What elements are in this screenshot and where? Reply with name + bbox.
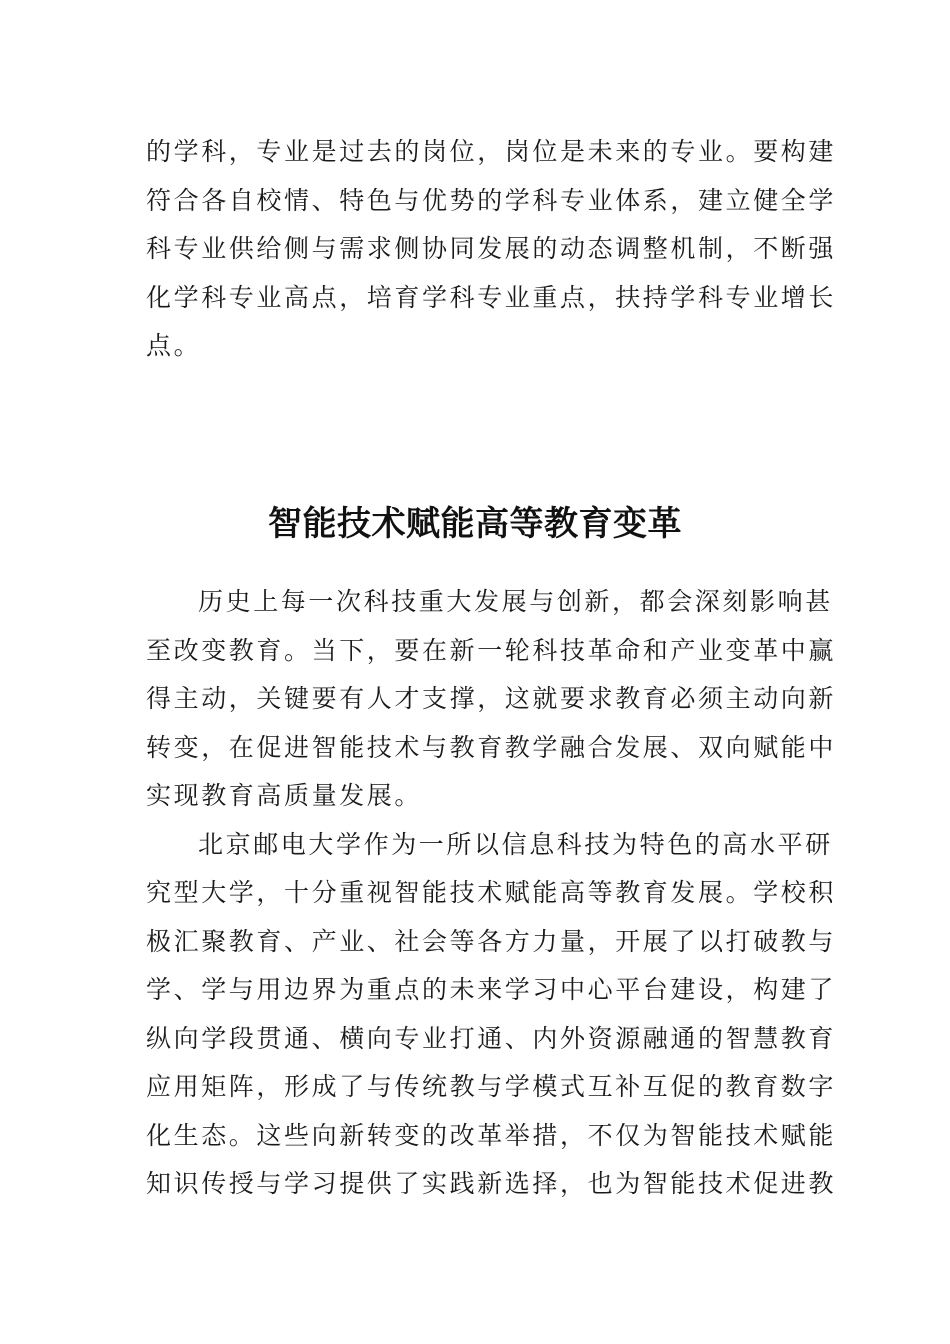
- text-line: 科专业供给侧与需求侧协同发展的动态调整机制，不断强: [146, 234, 837, 263]
- text-line: 化生态。这些向新转变的改革举措，不仅为智能技术赋能: [146, 1120, 837, 1150]
- paragraph-1: [146, 578, 837, 821]
- text-line: 历史上每一次科技重大发展与创新，都会深刻影响甚: [198, 587, 833, 616]
- intro-paragraph: [146, 128, 837, 371]
- text-line: 的学科，专业是过去的岗位，岗位是未来的专业。要构建: [146, 137, 837, 166]
- text-line: 实现教育高质量发展。: [146, 781, 423, 810]
- section-heading: 智能技术赋能高等教育变革: [268, 504, 682, 545]
- text-line: 究型大学，十分重视智能技术赋能高等教育发展。学校积: [146, 878, 837, 907]
- text-line: 学、学与用边界为重点的未来学习中心平台建设，构建了: [146, 975, 837, 1004]
- section-body: [146, 578, 837, 1209]
- text-line: 北京邮电大学作为一所以信息科技为特色的高水平研: [198, 829, 833, 859]
- paragraph-2: [146, 821, 837, 1209]
- text-line: 至改变教育。当下，要在新一轮科技革命和产业变革中赢: [146, 635, 837, 665]
- text-line: 知识传授与学习提供了实践新选择，也为智能技术促进教: [146, 1169, 837, 1198]
- text-line: 转变，在促进智能技术与教育教学融合发展、双向赋能中: [146, 732, 837, 762]
- text-line: 符合各自校情、特色与优势的学科专业体系，建立健全学: [146, 185, 837, 215]
- text-line: 应用矩阵，形成了与传统教与学模式互补互促的教育数字: [146, 1072, 837, 1101]
- text-line: 点。: [146, 331, 202, 360]
- text-line: 纵向学段贯通、横向专业打通、内外资源融通的智慧教育: [146, 1023, 837, 1053]
- text-line: 极汇聚教育、产业、社会等各方力量，开展了以打破教与: [146, 926, 837, 956]
- text-line: 得主动，关键要有人才支撑，这就要求教育必须主动向新: [146, 684, 837, 713]
- text-line: 化学科专业高点，培育学科专业重点，扶持学科专业增长: [146, 282, 837, 312]
